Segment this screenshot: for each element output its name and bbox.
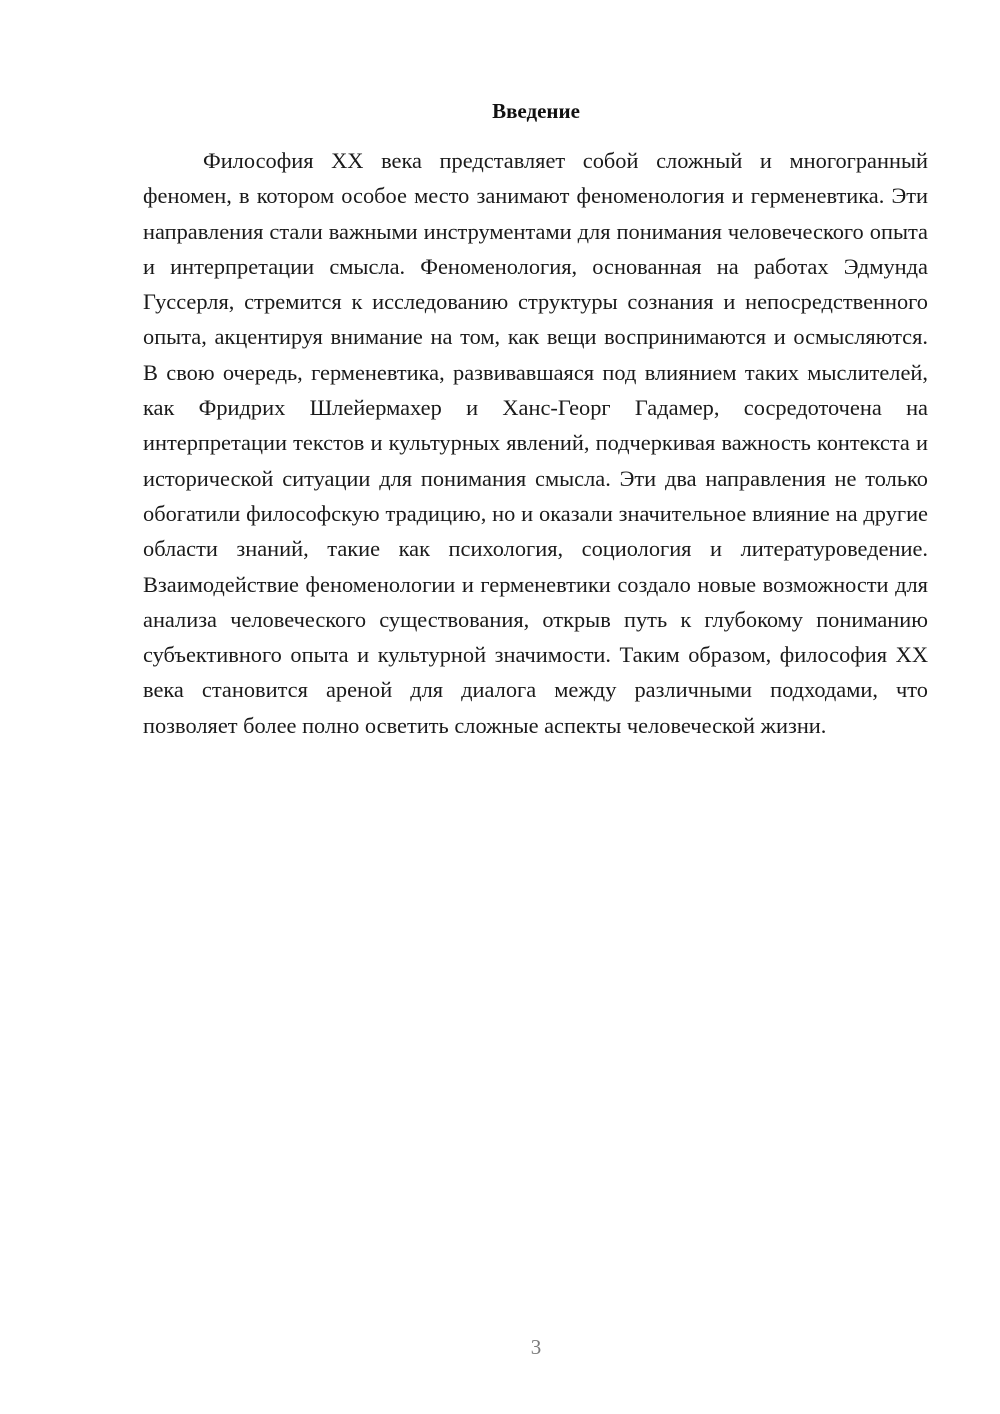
page-number: 3 [530,1335,542,1359]
section-heading: Введение [492,99,580,123]
body-paragraph: Философия XX века представляет собой сложный и многогранный феномен, в котором особое место занимают феноменология и герменевтика. Эти направления стали важными инструментами для понимания человеческого опыта и интерпретации смысла. Феноменология, основанная на работах Эдмунда Гуссерля, стремится к исследованию структуры сознания и непосредственного опыта, акцентируя внимание на том, как вещи воспринимаются и осмысляются. В свою очередь, герменевтика, развивавшаяся под влиянием таких мыслителей, как Фридрих Шлейермахер и Ханс-Георг Гадамер, сосредоточена на интерпретации текстов и культурных явлений, подчеркивая важность контекста и исторической ситуации для понимания смысла. Эти два направления не только обогатили философскую традицию, но и оказали значительное влияние на другие области знаний, такие как психология, социология и литературоведение. Взаимодействие феноменологии и герменевтики создало новые возможности для анализа человеческого существования, открыв путь к глубокому пониманию субъективного опыта и культурной значимости. Таким образом, философия XX века становится ареной для диалога между различными подходами, что позволяет более полно осветить сложные аспекты человеческой жизни. [143,148,928,738]
